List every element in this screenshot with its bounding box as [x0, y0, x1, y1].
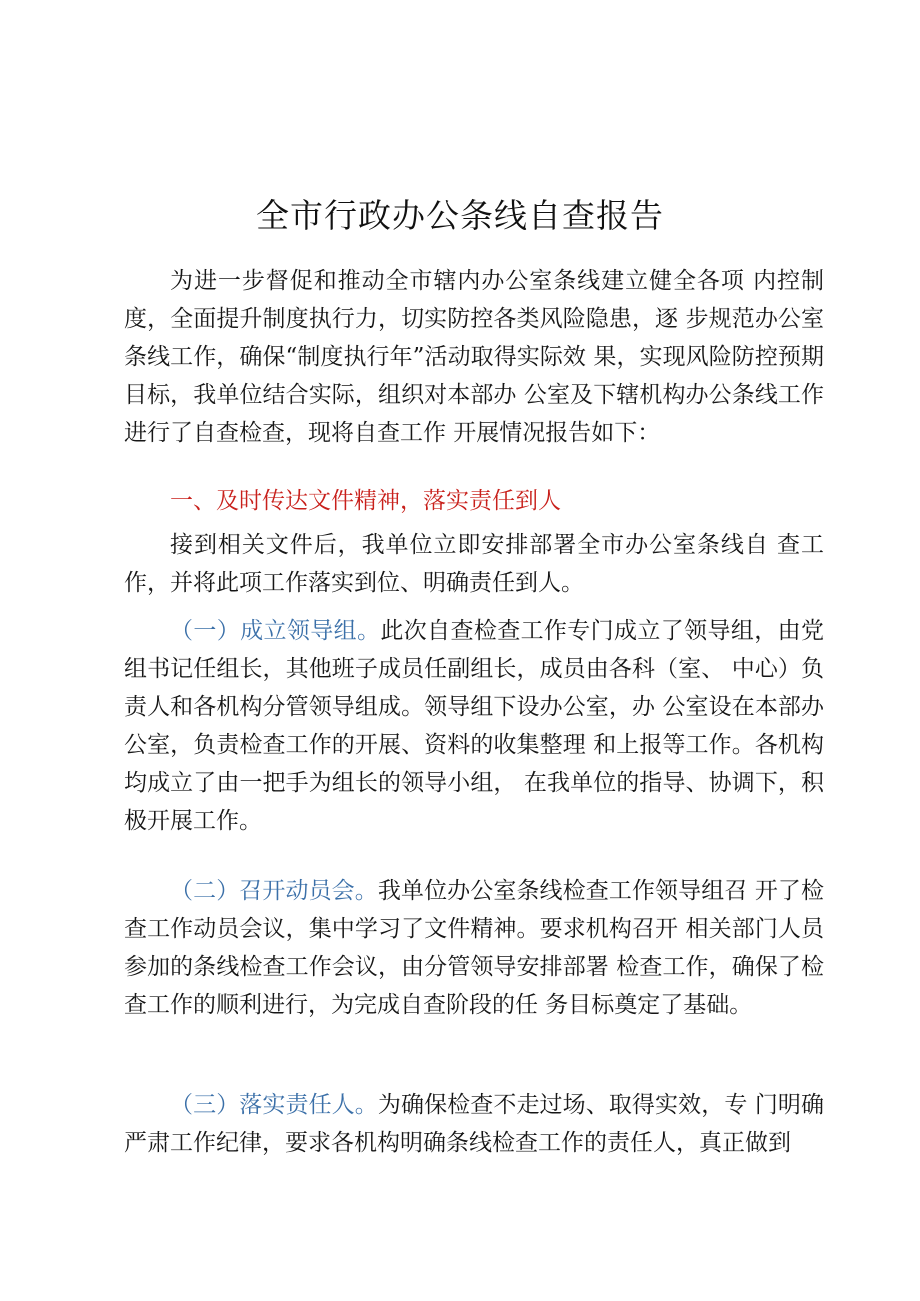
item-paragraph-1 — [124, 612, 824, 840]
section-lead-paragraph: 接到相关文件后，我单位立即安排部署全市办公室条线自 查工作，并将此项工作落实到位、明确责任到人。 — [124, 532, 824, 596]
document-title: 全市行政办公条线自查报告 — [256, 196, 664, 235]
item-paragraph-2 — [124, 872, 824, 1024]
section-heading: 一、及时传达文件精神，落实责任到人 — [170, 488, 561, 514]
item-label-2: （二）召开动员会。 — [170, 878, 378, 904]
item-label-1: （一）成立领导组。 — [170, 618, 381, 644]
item-text-3: 为确保检查不走过场、取得实效，专 门明确严肃工作纪律，要求各机构明确条线检查工作的责任人，真正做到 — [124, 1092, 825, 1156]
item-paragraph-3 — [124, 1086, 824, 1162]
item-label-3: （三）落实责任人。 — [170, 1092, 378, 1118]
item-text-2: 我单位办公室条线检查工作领导组召 开了检查工作动员会议，集中学习了文件精神。要求机构召开 相关部门人员参加的条线检查工作会议，由分管领导安排部署 检查工作，确保了检查工作的顺利进行，为完成自查阶段的任 务目标奠定了基础。 — [124, 878, 825, 1018]
intro-paragraph: 为进一步督促和推动全市辖内办公室条线建立健全各项 内控制度，全面提升制度执行力，切实防控各类风险隐患，逐 步规范办公室条线工作，确保“制度执行年”活动取得实际效 果，实现风险防控预期目标，我单位结合实际，组织对本部办 公室及下辖机构办公条线工作进行了自查检查，现将自查工作 开展情况报告如下： — [124, 268, 824, 446]
item-text-1: 此次自查检查工作专门成立了领导组，由党组书记任组长，其他班子成员任副组长，成员由各科（室、 中心）负责人和各机构分管领导组成。领导组下设办公室，办 公室设在本部办公室，负责检查工作的开展、资料的收集整理 和上报等工作。各机构均成立了由一把手为组长的领导小组， 在我单位的指导、协调下，积极开展工作。 — [124, 618, 825, 834]
